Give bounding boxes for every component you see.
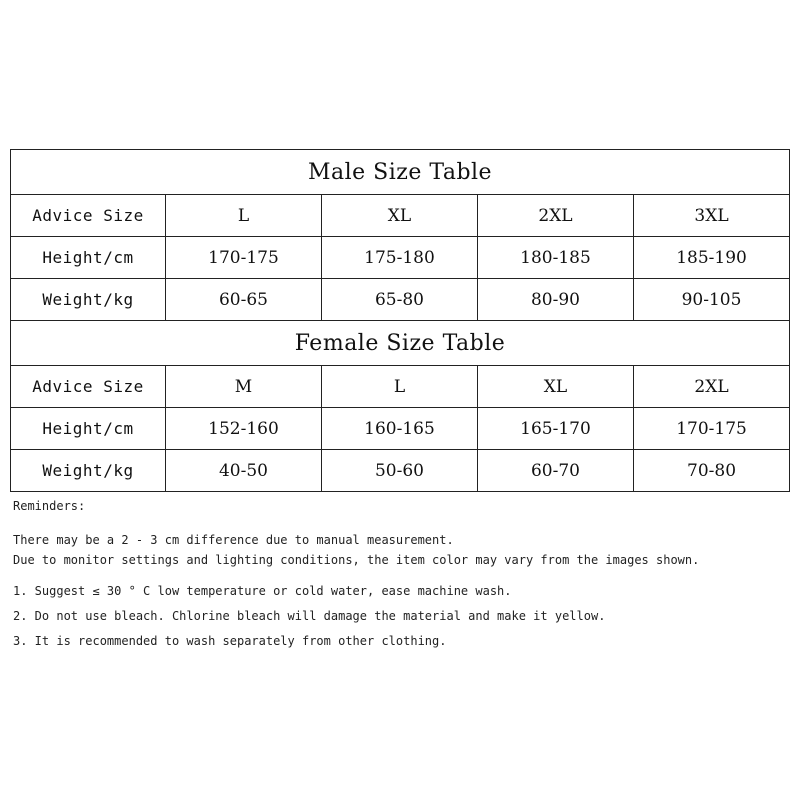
table-cell: XL (478, 366, 634, 408)
table-cell: 65-80 (322, 279, 478, 321)
table-cell: 60-65 (166, 279, 322, 321)
care-instruction: 3. It is recommended to wash separately from other clothing. (13, 634, 447, 648)
male-size-table-title: Male Size Table (11, 150, 790, 195)
table-cell: L (322, 366, 478, 408)
reminder-line: Due to monitor settings and lighting conditions, the item color may vary from the images shown. (13, 553, 700, 567)
table-cell: 2XL (478, 195, 634, 237)
row-label: Height/cm (11, 408, 166, 450)
table-row (11, 237, 790, 279)
size-table (10, 149, 790, 492)
female-size-table-title: Female Size Table (11, 321, 790, 366)
reminder-line: There may be a 2 - 3 cm difference due to manual measurement. (13, 533, 454, 547)
table-cell: XL (322, 195, 478, 237)
table-cell: 60-70 (478, 450, 634, 492)
table-cell: 180-185 (478, 237, 634, 279)
table-cell: 2XL (634, 366, 790, 408)
table-cell: 165-170 (478, 408, 634, 450)
table-cell: 80-90 (478, 279, 634, 321)
table-cell: 170-175 (166, 237, 322, 279)
table-cell: 170-175 (634, 408, 790, 450)
table-row (11, 195, 790, 237)
table-cell: 3XL (634, 195, 790, 237)
row-label: Advice Size (11, 366, 166, 408)
table-cell: 90-105 (634, 279, 790, 321)
reminders-section (13, 496, 793, 651)
table-cell: 185-190 (634, 237, 790, 279)
table-cell: 175-180 (322, 237, 478, 279)
reminders-heading: Reminders: (13, 499, 86, 513)
row-label: Weight/kg (11, 450, 166, 492)
table-cell: 160-165 (322, 408, 478, 450)
table-row (11, 450, 790, 492)
table-cell: L (166, 195, 322, 237)
care-instruction: 2. Do not use bleach. Chlorine bleach will damage the material and make it yellow. (13, 609, 606, 623)
row-label: Height/cm (11, 237, 166, 279)
table-row (11, 366, 790, 408)
row-label: Weight/kg (11, 279, 166, 321)
table-row (11, 279, 790, 321)
row-label: Advice Size (11, 195, 166, 237)
table-cell: 50-60 (322, 450, 478, 492)
table-cell: 70-80 (634, 450, 790, 492)
table-cell: 40-50 (166, 450, 322, 492)
table-cell: M (166, 366, 322, 408)
care-instruction: 1. Suggest ≤ 30 ° C low temperature or cold water, ease machine wash. (13, 584, 512, 598)
table-row (11, 408, 790, 450)
table-cell: 152-160 (166, 408, 322, 450)
